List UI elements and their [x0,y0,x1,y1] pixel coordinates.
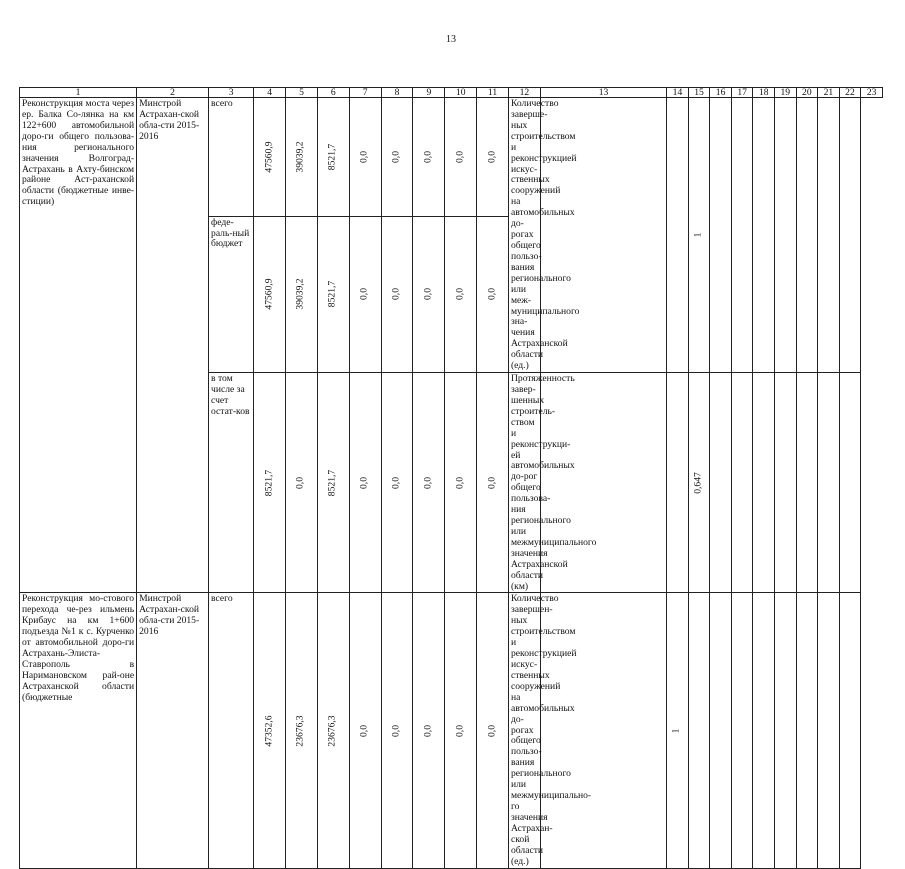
value-text: 0,0 [390,288,402,301]
value-text: 0,0 [358,150,370,163]
indicator-value-cell [688,98,710,373]
empty-cell [839,373,861,593]
column-number-row [20,88,883,98]
empty-cell [710,373,732,593]
col-header: 2 [137,88,209,98]
value-cell [317,373,349,593]
empty-cell [667,373,689,593]
value-text: 0,0 [486,724,498,737]
empty-cell [753,373,775,593]
value-cell [349,593,381,868]
empty-cell [731,593,753,868]
col-header: 12 [508,88,540,98]
empty-cell [688,593,710,868]
col-header: 16 [710,88,732,98]
value-cell [381,373,413,593]
value-cell [413,216,445,372]
empty-cell [753,98,775,373]
value-cell [445,216,477,372]
col-header: 8 [381,88,413,98]
page-number: 13 [446,34,456,45]
value-text: 0,0 [422,724,434,737]
col-header: 21 [818,88,840,98]
empty-cell [774,98,796,373]
value-text: 0,0 [295,476,307,489]
value-text: 8521,7 [326,143,338,170]
empty-cell [796,98,818,373]
value-cell [477,98,509,217]
value-cell [349,373,381,593]
funding-source: всего [209,98,254,217]
empty-cell [818,593,840,868]
value-text: 0,0 [454,288,466,301]
value-cell [317,98,349,217]
value-text: 0,0 [422,288,434,301]
empty-cell [818,373,840,593]
indicator-value-cell [667,593,689,868]
value-text: 0,0 [486,476,498,489]
empty-cell [774,373,796,593]
col-header: 22 [839,88,861,98]
value-cell [286,373,318,593]
value-text: 0,0 [486,150,498,163]
value-cell [286,593,318,868]
col-header: 23 [861,88,883,98]
col-header: 17 [731,88,753,98]
value-cell [254,216,286,372]
value-cell [477,373,509,593]
value-text: 0,0 [390,150,402,163]
empty-cell [667,98,689,373]
funding-source: феде-раль-ный бюджет [209,216,254,372]
value-cell [477,593,509,868]
value-text: 8521,7 [326,469,338,496]
value-text: 0,0 [390,724,402,737]
value-text: 8521,7 [263,469,275,496]
col-header: 6 [317,88,349,98]
value-cell [254,98,286,217]
empty-cell [710,98,732,373]
value-text: 0,0 [422,150,434,163]
value-cell [413,98,445,217]
value-text: 0,0 [390,476,402,489]
indicator-description: Количество завершен-ных строительством и реконструкцией искус-ственных сооружений на автомобильных до-рогах общего пользо-вания регионального или межмуниципально-го значения Астрахан-ской области (ед.) [508,593,540,868]
col-header: 11 [477,88,509,98]
col-header: 5 [286,88,318,98]
value-cell [381,216,413,372]
empty-cell [731,373,753,593]
value-cell [381,98,413,217]
value-cell [317,593,349,868]
value-cell [349,98,381,217]
value-text: 0,0 [358,476,370,489]
value-cell [381,593,413,868]
indicator-description: Протяженность завер-шенных строитель-ством и реконструкци-ей автомобильных до-рог общего пользова-ния регионального или межмуниципального значения Астраханской области (км) [508,373,540,593]
project1-executor: Минстрой Астрахан-ской обла-сти 2015-2016 [137,98,209,593]
value-cell [445,373,477,593]
col-header: 9 [413,88,445,98]
empty-cell [796,373,818,593]
indicator-value: 1 [692,232,704,238]
value-text: 39039,2 [295,141,307,173]
indicator-description: Количество заверше-ных строительством и реконструкцией искус-ственных сооружений на автомобильных до-рогах общего пользо-вания регионального или меж-муниципального зна-чения Астраханской области (ед.) [508,98,540,373]
col-header: 4 [254,88,286,98]
program-table [19,87,883,869]
value-cell [254,373,286,593]
empty-cell [796,593,818,868]
value-text: 0,0 [422,476,434,489]
value-cell [445,593,477,868]
value-cell [286,98,318,217]
empty-cell [753,593,775,868]
funding-source: в том числе за счет остат-ков [209,373,254,593]
col-header: 18 [753,88,775,98]
empty-cell [839,593,861,868]
empty-cell [774,593,796,868]
value-cell [254,593,286,868]
value-cell [286,216,318,372]
project1-name: Реконструкция моста через ер. Балка Со-лянка на км 122+600 автомобильной доро-ги общего пользова-ния регионального значения Волгоград-Астрахань в Ахту-бинском районе Аст-раханской области (бюджетные инве-стиции) [20,98,137,593]
value-cell [317,216,349,372]
value-cell [445,98,477,217]
value-text: 8521,7 [326,281,338,308]
value-text: 0,0 [454,150,466,163]
project2-name: Реконструкция мо-стового перехода че-рез ильмень Крибаус на км 1+600 подъезда №1 к с. Курченко от автомобильной доро-ги Астрахань-Элиста-Ставрополь в Наримановском рай-оне Астраханской области (бюджетные [20,593,137,868]
empty-cell [818,98,840,373]
project2-row-total [20,593,883,868]
col-header: 3 [209,88,254,98]
value-text: 47560,9 [263,278,275,310]
value-text: 23676,3 [295,714,307,747]
value-cell [413,593,445,868]
value-text: 0,0 [454,724,466,737]
col-header: 20 [796,88,818,98]
value-text: 47560,9 [263,141,275,173]
col-header: 14 [667,88,689,98]
funding-source: всего [209,593,254,868]
value-text: 39039,2 [295,278,307,310]
col-header: 15 [688,88,710,98]
project2-executor: Минстрой Астрахан-ской обла-сти 2015-2016 [137,593,209,868]
col-header: 13 [540,88,666,98]
project1-row-total [20,98,883,217]
value-text: 0,0 [358,724,370,737]
empty-cell [710,593,732,868]
value-cell [477,216,509,372]
col-header: 19 [774,88,796,98]
value-text: 0,0 [486,288,498,301]
indicator-value: 0,647 [692,471,704,494]
value-cell [413,373,445,593]
empty-cell [839,98,861,373]
col-header: 7 [349,88,381,98]
value-text: 0,0 [454,476,466,489]
indicator-value: 1 [670,728,682,733]
col-header: 10 [445,88,477,98]
value-text: 47352,6 [263,714,275,747]
indicator-value-cell [688,373,710,593]
col-header: 1 [20,88,137,98]
empty-cell [731,98,753,373]
value-text: 23676,3 [326,714,338,747]
value-cell [349,216,381,372]
value-text: 0,0 [358,288,370,301]
